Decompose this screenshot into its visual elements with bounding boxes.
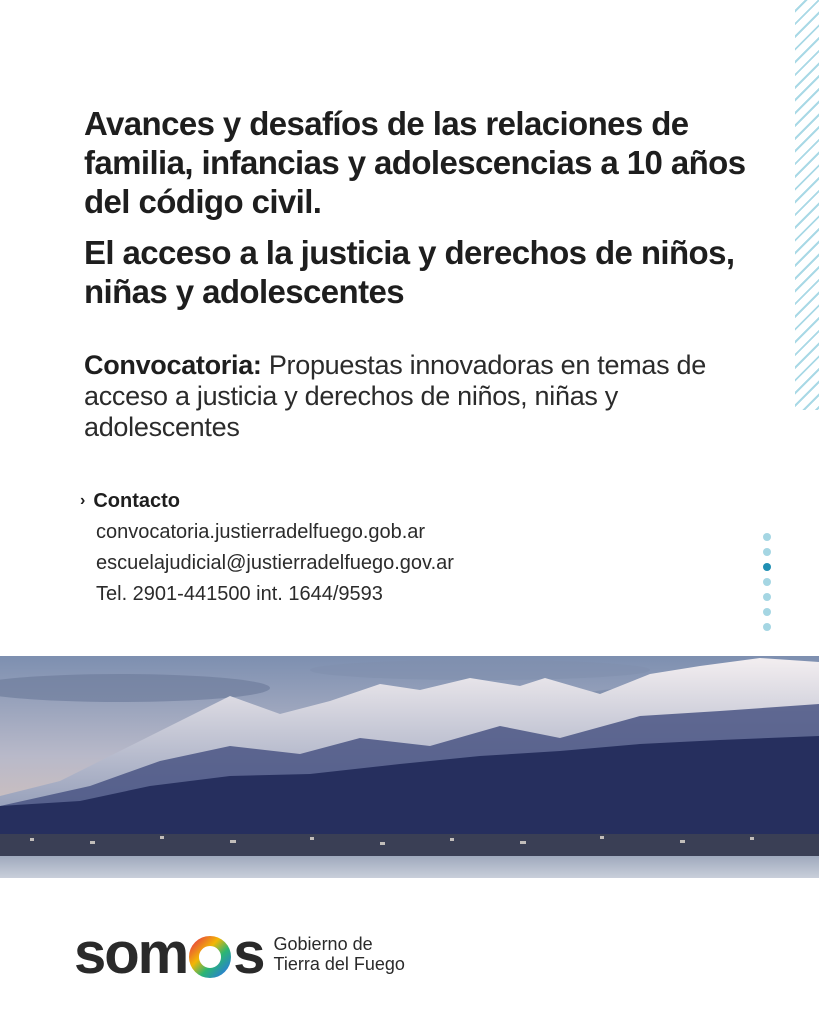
contact-email[interactable]: escuelajudicial@justierradelfuego.gov.ar xyxy=(96,552,454,574)
logo-wordmark xyxy=(74,920,264,987)
call-label: Convocatoria: xyxy=(84,350,262,380)
pagination-dots xyxy=(763,533,771,638)
pagination-dot xyxy=(763,578,771,586)
call-text: Propuestas innovadoras en temas de acceso a justicia y derechos de niños, niñas y adolescentes xyxy=(84,350,706,442)
logo-word-start: som xyxy=(74,921,188,986)
contact-section xyxy=(80,490,680,610)
pagination-dot xyxy=(763,548,771,556)
government-line-1: Gobierno de xyxy=(273,933,373,954)
chevron-right-icon: › xyxy=(80,491,86,509)
contact-phone: Tel. 2901-441500 int. 1644/9593 xyxy=(96,583,383,605)
title-block xyxy=(84,104,764,311)
mountain-landscape-image xyxy=(0,656,819,878)
contact-heading-row xyxy=(80,490,680,513)
pagination-dot xyxy=(763,533,771,541)
logo-word-end: s xyxy=(233,921,264,986)
government-name xyxy=(274,934,405,974)
subtitle: El acceso a la justicia y derechos de niños, niñas y adolescentes xyxy=(84,234,735,310)
contact-lines xyxy=(80,517,680,610)
call-for-proposals xyxy=(84,350,724,443)
pagination-dot xyxy=(763,593,771,601)
pagination-dot xyxy=(763,608,771,616)
contact-heading: Contacto xyxy=(93,490,180,512)
pagination-dot xyxy=(763,623,771,631)
main-title: Avances y desafíos de las relaciones de familia, infancias y adolescencias a 10 años del código civil. xyxy=(84,105,746,220)
contact-website[interactable]: convocatoria.justierradelfuego.gob.ar xyxy=(96,521,426,543)
decorative-stripes xyxy=(795,0,819,410)
pagination-dot-active xyxy=(763,563,771,571)
somos-logo xyxy=(74,920,405,987)
government-line-2: Tierra del Fuego xyxy=(273,953,405,974)
color-ring-icon xyxy=(188,935,232,979)
